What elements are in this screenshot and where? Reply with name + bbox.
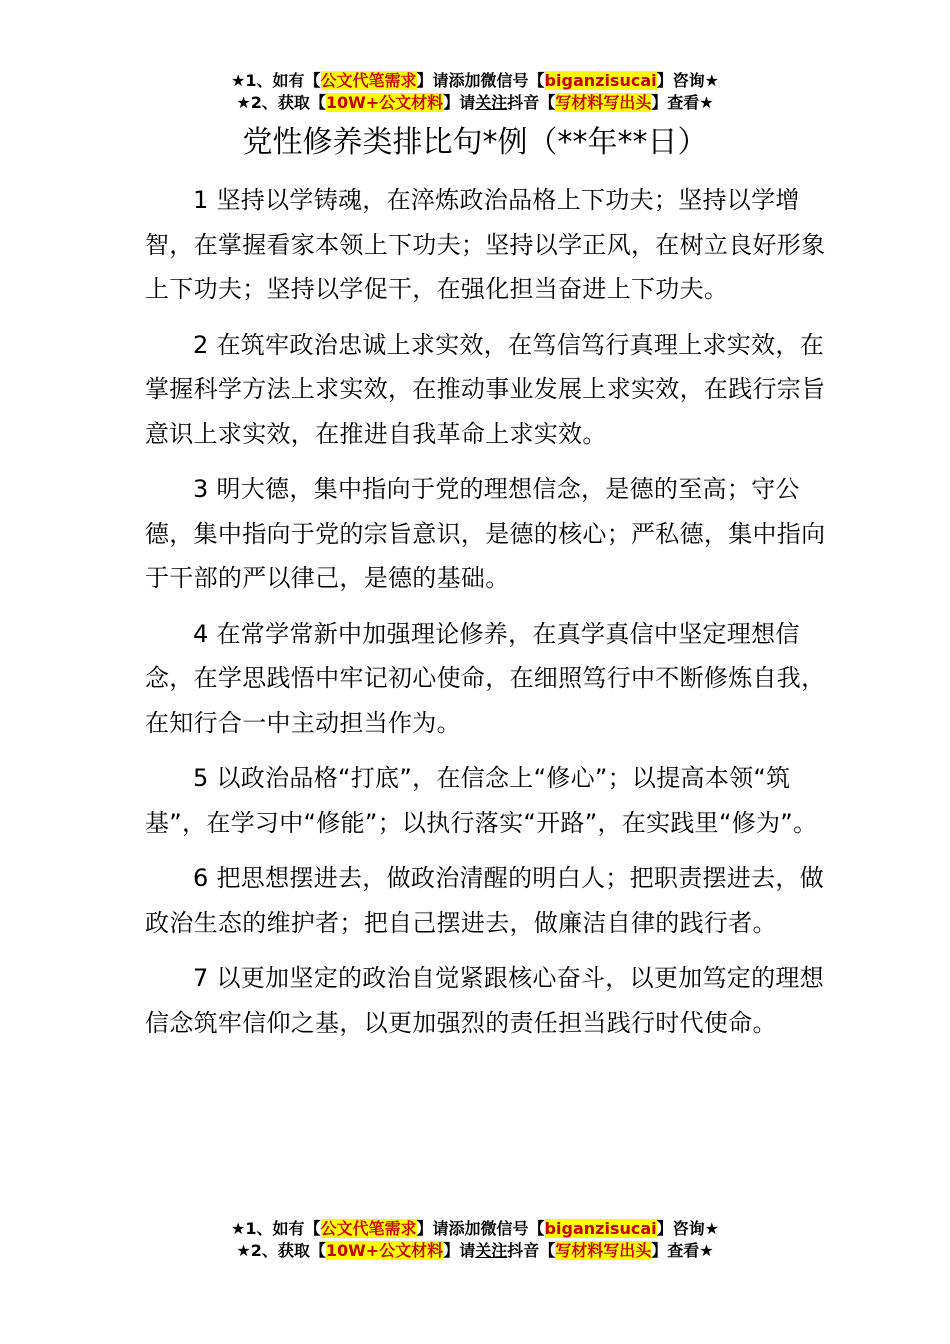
banner-wechat-id: biganzisucai <box>544 71 657 90</box>
paragraph-1: 1 坚持以学铸魂，在淬炼政治品格上下功夫；坚持以学增智，在掌握看家本领上下功夫；坚持以学正风，在树立良好形象上下功夫；坚持以学促干，在强化担当奋进上下功夫。 <box>145 186 826 303</box>
header-banner <box>0 70 950 114</box>
banner-text: ★1、如有【 <box>231 1219 321 1238</box>
paragraph-7: 7 以更加坚定的政治自觉紧跟核心奋斗，以更加笃定的理想信念筑牢信仰之基，以更加强烈的责任担当践行时代使命。 <box>145 964 824 1037</box>
banner-highlight: 公文代笔需求 <box>320 71 417 90</box>
banner-text: 】咨询★ <box>656 1219 719 1238</box>
banner-line-1 <box>0 70 950 92</box>
banner-text: 】查看★ <box>651 93 714 112</box>
banner-line-2 <box>0 92 950 114</box>
banner-highlight: 公文代笔需求 <box>320 1219 417 1238</box>
banner-wechat-id: biganzisucai <box>544 1219 657 1238</box>
banner-underlined: 关注 <box>475 93 508 112</box>
banner-line-2 <box>0 1240 950 1262</box>
banner-text: ★2、获取【 <box>236 1241 326 1260</box>
banner-highlight: 写材料写出头 <box>555 1241 652 1260</box>
banner-text: 】查看★ <box>651 1241 714 1260</box>
banner-text: 】请添加微信号【 <box>416 71 545 90</box>
banner-text: 】请 <box>443 1241 476 1260</box>
paragraph-6: 6 把思想摆进去，做政治清醒的明白人；把职责摆进去，做政治生态的维护者；把自己摆进去，做廉洁自律的践行者。 <box>145 864 824 937</box>
banner-underlined: 关注 <box>475 1241 508 1260</box>
paragraph-5: 5 以政治品格“打底”，在信念上“修心”；以提高本领“筑基”，在学习中“修能”；以执行落实“开路”，在实践里“修为”。 <box>145 764 818 837</box>
document-body <box>145 178 835 1056</box>
banner-text: 抖音【 <box>507 93 556 112</box>
banner-text: 】请 <box>443 93 476 112</box>
banner-text: 】咨询★ <box>656 71 719 90</box>
paragraph-4: 4 在常学常新中加强理论修养，在真学真信中坚定理想信念，在学思践悟中牢记初心使命，在细照笃行中不断修炼自我，在知行合一中主动担当作为。 <box>145 619 826 737</box>
banner-highlight: 10W+公文材料 <box>325 1241 444 1260</box>
banner-line-1 <box>0 1218 950 1240</box>
document-title: 党性修养类排比句*例（**年**日） <box>242 125 708 160</box>
banner-text: 】请添加微信号【 <box>416 1219 545 1238</box>
banner-highlight: 10W+公文材料 <box>325 93 444 112</box>
banner-highlight: 写材料写出头 <box>555 93 652 112</box>
banner-text: ★1、如有【 <box>231 71 321 90</box>
footer-banner <box>0 1218 950 1262</box>
paragraph-2: 2 在筑牢政治忠诚上求实效，在笃信笃行真理上求实效，在掌握科学方法上求实效，在推动事业发展上求实效，在践行宗旨意识上求实效，在推进自我革命上求实效。 <box>145 330 826 448</box>
paragraph-3: 3 明大德，集中指向于党的理想信念，是德的至高；守公德，集中指向于党的宗旨意识，是德的核心；严私德，集中指向于干部的严以律己，是德的基础。 <box>145 475 826 592</box>
banner-text: 抖音【 <box>507 1241 556 1260</box>
banner-text: ★2、获取【 <box>236 93 326 112</box>
